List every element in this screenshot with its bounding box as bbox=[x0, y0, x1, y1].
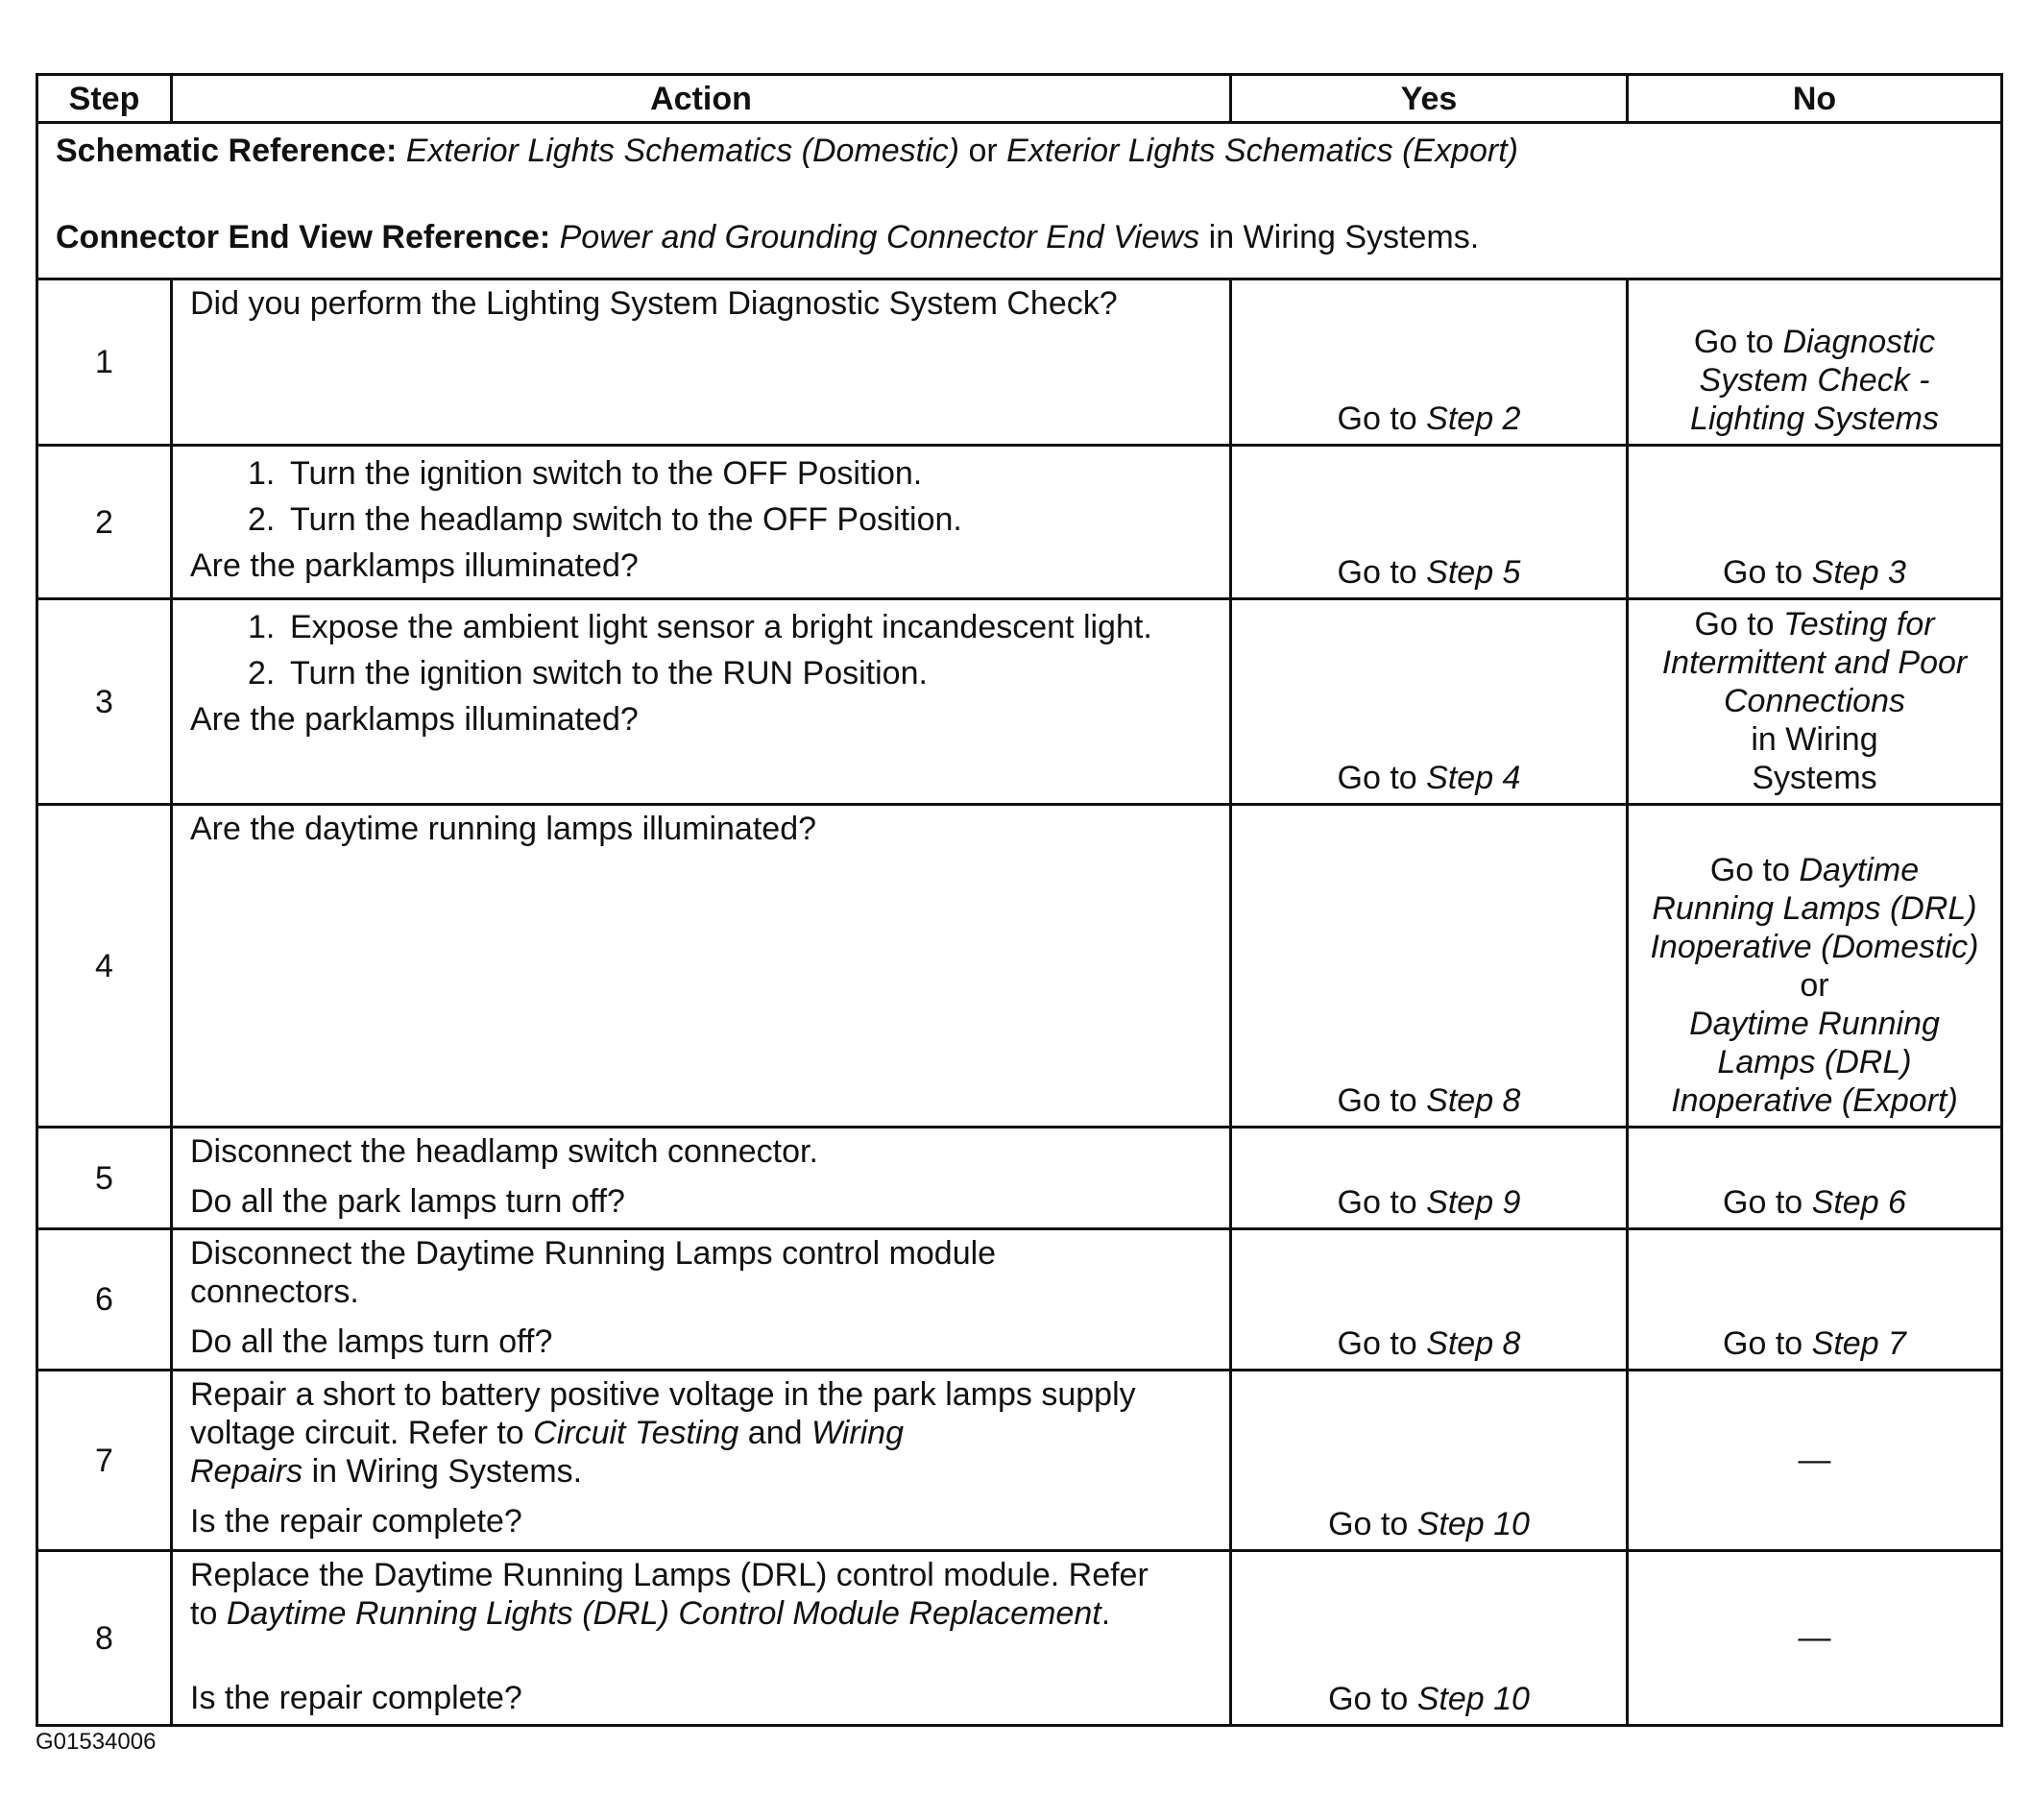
instruction-line: Replace the Daytime Running Lamps (DRL) control module. Refer bbox=[190, 1557, 1149, 1593]
schematic-reference-label: Schematic Reference: bbox=[56, 133, 398, 169]
no-cell bbox=[1628, 1229, 2002, 1371]
wiring-repairs-link[interactable]: Wiring bbox=[810, 1415, 905, 1451]
no-link-line[interactable]: Lighting Systems bbox=[1690, 400, 1939, 437]
goto-text: Go to bbox=[1328, 1681, 1409, 1717]
goto-text: Go to bbox=[1337, 760, 1417, 796]
goto-text: Go to bbox=[1337, 1325, 1417, 1362]
goto-text: Go to bbox=[1337, 400, 1417, 437]
substep-text: Turn the headlamp switch to the OFF Position. bbox=[290, 501, 962, 538]
no-cell bbox=[1628, 599, 2002, 805]
question: Are the parklamps illuminated? bbox=[190, 547, 639, 584]
yes-step-link[interactable]: Step 2 bbox=[1426, 400, 1521, 437]
header-no: No bbox=[1628, 75, 2002, 123]
question: Do all the park lamps turn off? bbox=[190, 1183, 625, 1220]
goto-text: Go to bbox=[1693, 324, 1774, 360]
no-dash: — bbox=[1798, 1618, 1831, 1656]
instruction-text: and bbox=[747, 1415, 803, 1451]
schematic-link-domestic[interactable]: Exterior Lights Schematics (Domestic) bbox=[405, 133, 960, 169]
no-link-line[interactable]: Testing for bbox=[1783, 606, 1935, 643]
instruction-line bbox=[190, 1452, 1212, 1491]
no-link-line[interactable]: Running Lamps (DRL) bbox=[1652, 890, 1977, 927]
reference-row bbox=[37, 123, 2002, 279]
step-number: 1 bbox=[37, 279, 172, 446]
question: Do all the lamps turn off? bbox=[190, 1323, 553, 1360]
question: Is the repair complete? bbox=[190, 1503, 522, 1540]
instruction-line: Repair a short to battery positive voltage in the park lamps supply bbox=[190, 1376, 1136, 1413]
table-row bbox=[37, 1128, 2002, 1229]
no-suffix-line: in Wiring bbox=[1751, 721, 1878, 758]
goto-text: Go to bbox=[1337, 1184, 1417, 1221]
goto-text: Go to bbox=[1723, 1184, 1803, 1221]
table-row bbox=[37, 446, 2002, 599]
no-cell bbox=[1628, 1371, 2002, 1551]
substeps-list bbox=[190, 608, 1212, 692]
no-link-line[interactable]: Inoperative (Export) bbox=[1671, 1082, 1958, 1119]
substep-item bbox=[248, 454, 1212, 493]
yes-step-link[interactable]: Step 5 bbox=[1426, 554, 1521, 591]
header-row bbox=[37, 75, 2002, 123]
instruction-text: to bbox=[190, 1595, 218, 1632]
connector-reference bbox=[56, 218, 1983, 256]
question: Are the daytime running lamps illuminated? bbox=[190, 811, 817, 847]
no-cell bbox=[1628, 279, 2002, 446]
action-cell bbox=[172, 446, 1231, 599]
no-step-link[interactable]: Step 3 bbox=[1811, 554, 1906, 591]
reference-cell bbox=[37, 123, 2002, 279]
question: Is the repair complete? bbox=[190, 1680, 522, 1716]
goto-text: Go to bbox=[1694, 606, 1775, 643]
action-cell bbox=[172, 1371, 1231, 1551]
yes-step-link[interactable]: Step 10 bbox=[1416, 1681, 1530, 1717]
step-number: 5 bbox=[37, 1128, 172, 1229]
no-suffix-line: Systems bbox=[1752, 760, 1877, 796]
yes-cell bbox=[1231, 279, 1628, 446]
table-row bbox=[37, 805, 2002, 1128]
drl-module-replacement-link[interactable]: Daytime Running Lights (DRL) Control Module Replacement bbox=[226, 1595, 1101, 1632]
table-row bbox=[37, 279, 2002, 446]
no-link-line[interactable]: Lamps (DRL) bbox=[1717, 1044, 1912, 1080]
instruction-text: voltage circuit. Refer to bbox=[190, 1415, 524, 1451]
header-yes: Yes bbox=[1231, 75, 1628, 123]
goto-text: Go to bbox=[1328, 1506, 1409, 1542]
action-cell bbox=[172, 1551, 1231, 1726]
goto-text: Go to bbox=[1337, 1082, 1417, 1119]
wiring-repairs-link[interactable]: Repairs bbox=[190, 1453, 303, 1490]
no-link-line[interactable]: Daytime bbox=[1799, 852, 1920, 888]
no-link-line[interactable]: Diagnostic bbox=[1782, 324, 1936, 360]
action-cell bbox=[172, 279, 1231, 446]
no-step-link[interactable]: Step 6 bbox=[1811, 1184, 1906, 1221]
no-cell bbox=[1628, 1551, 2002, 1726]
instruction-line: Disconnect the Daytime Running Lamps control module bbox=[190, 1235, 997, 1272]
question: Are the parklamps illuminated? bbox=[190, 701, 639, 738]
yes-step-link[interactable]: Step 10 bbox=[1416, 1506, 1530, 1542]
substep-number: 2. bbox=[248, 501, 276, 538]
no-link-line[interactable]: Daytime Running bbox=[1689, 1006, 1940, 1042]
step-number: 3 bbox=[37, 599, 172, 805]
yes-cell bbox=[1231, 446, 1628, 599]
action-cell bbox=[172, 1229, 1231, 1371]
substep-number: 1. bbox=[248, 609, 276, 645]
step-number: 8 bbox=[37, 1551, 172, 1726]
no-or: or bbox=[1800, 967, 1829, 1004]
step-number: 6 bbox=[37, 1229, 172, 1371]
substep-item bbox=[248, 500, 1212, 539]
substep-item bbox=[248, 608, 1212, 646]
action-cell bbox=[172, 1128, 1231, 1229]
header-action: Action bbox=[172, 75, 1231, 123]
instruction-text: in Wiring Systems. bbox=[311, 1453, 583, 1490]
figure-id: G01534006 bbox=[36, 1729, 157, 1755]
yes-cell bbox=[1231, 1551, 1628, 1726]
action-cell bbox=[172, 599, 1231, 805]
no-cell bbox=[1628, 1128, 2002, 1229]
instruction-line: connectors. bbox=[190, 1274, 359, 1310]
no-link-line[interactable]: Connections bbox=[1723, 683, 1905, 719]
table-row bbox=[37, 1551, 2002, 1726]
schematic-reference bbox=[56, 132, 1983, 170]
yes-cell bbox=[1231, 1371, 1628, 1551]
header-step: Step bbox=[37, 75, 172, 123]
no-step-link[interactable]: Step 7 bbox=[1811, 1325, 1906, 1362]
table-row bbox=[37, 1229, 2002, 1371]
no-link-line[interactable]: System Check - bbox=[1699, 362, 1930, 399]
yes-step-link[interactable]: Step 8 bbox=[1426, 1325, 1521, 1362]
yes-step-link[interactable]: Step 8 bbox=[1426, 1082, 1521, 1119]
yes-step-link[interactable]: Step 4 bbox=[1426, 760, 1521, 796]
substep-item bbox=[248, 654, 1212, 692]
substep-number: 1. bbox=[248, 455, 276, 492]
goto-text: Go to bbox=[1709, 852, 1790, 888]
schematic-or: or bbox=[968, 133, 998, 169]
yes-step-link[interactable]: Step 9 bbox=[1426, 1184, 1521, 1221]
instruction-line bbox=[190, 1594, 1212, 1633]
step-number: 7 bbox=[37, 1371, 172, 1551]
table-row bbox=[37, 1371, 2002, 1551]
diagnostic-table bbox=[36, 73, 2003, 1727]
schematic-link-export[interactable]: Exterior Lights Schematics (Export) bbox=[1006, 133, 1518, 169]
connector-link[interactable]: Power and Grounding Connector End Views bbox=[559, 219, 1200, 255]
instruction-line bbox=[190, 1414, 1212, 1452]
substeps-list bbox=[190, 454, 1212, 539]
no-dash: — bbox=[1798, 1441, 1831, 1478]
no-link-line[interactable]: Inoperative (Domestic) bbox=[1650, 929, 1979, 965]
yes-cell bbox=[1231, 599, 1628, 805]
connector-suffix: in Wiring Systems. bbox=[1208, 219, 1480, 255]
substep-text: Turn the ignition switch to the RUN Position. bbox=[290, 655, 928, 692]
question: Did you perform the Lighting System Diagnostic System Check? bbox=[190, 285, 1118, 322]
circuit-testing-link[interactable]: Circuit Testing bbox=[533, 1415, 739, 1451]
goto-text: Go to bbox=[1337, 554, 1417, 591]
yes-cell bbox=[1231, 1229, 1628, 1371]
no-link-line[interactable]: Intermittent and Poor bbox=[1661, 644, 1968, 681]
goto-text: Go to bbox=[1723, 1325, 1803, 1362]
yes-cell bbox=[1231, 1128, 1628, 1229]
instruction: Disconnect the headlamp switch connector. bbox=[190, 1133, 818, 1170]
no-cell bbox=[1628, 805, 2002, 1128]
instruction-text: . bbox=[1101, 1595, 1111, 1632]
step-number: 4 bbox=[37, 805, 172, 1128]
yes-cell bbox=[1231, 805, 1628, 1128]
connector-reference-label: Connector End View Reference: bbox=[56, 219, 551, 255]
goto-text: Go to bbox=[1723, 554, 1803, 591]
table-row bbox=[37, 599, 2002, 805]
no-cell bbox=[1628, 446, 2002, 599]
reference-gap bbox=[56, 170, 1983, 218]
action-cell bbox=[172, 805, 1231, 1128]
substep-text: Expose the ambient light sensor a bright incandescent light. bbox=[290, 609, 1152, 645]
step-number: 2 bbox=[37, 446, 172, 599]
substep-text: Turn the ignition switch to the OFF Position. bbox=[290, 455, 923, 492]
substep-number: 2. bbox=[248, 655, 276, 692]
